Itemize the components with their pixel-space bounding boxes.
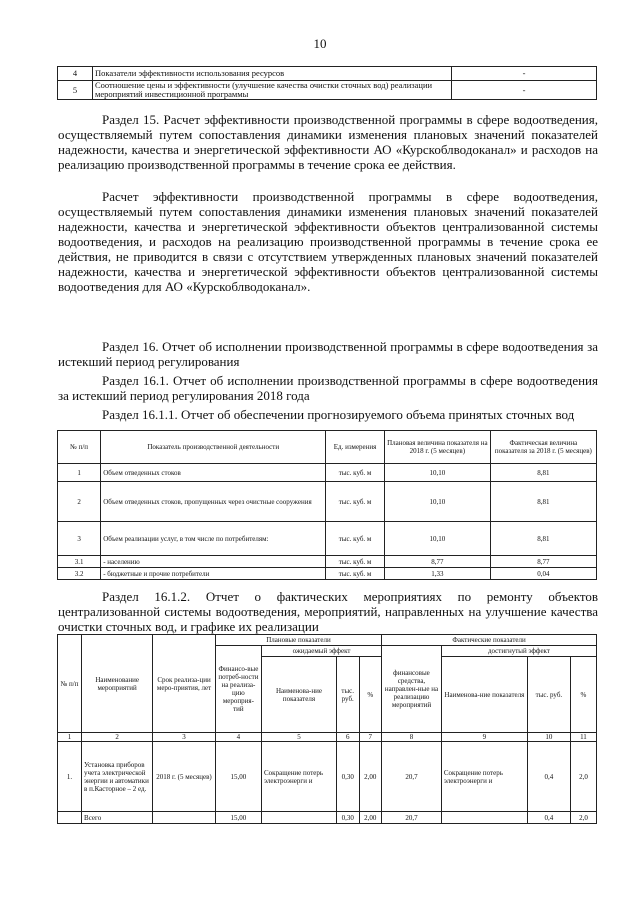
unit-cell: тыс. куб. м [326,556,385,568]
measure-term: 2018 г. (5 месяцев) [153,742,216,812]
col-number: 8 [382,733,442,742]
table-row [58,81,597,100]
table-header-row [58,635,597,646]
total-empty-cell [58,812,82,824]
header-ach-name: Наименова-ние показателя [441,657,527,733]
indicators-table [57,66,597,100]
table-row [58,482,597,522]
table-row [58,522,597,556]
section-16-1-2-heading: Раздел 16.1.2. Отчет о фактических мероприятиях по ремонту объектов централизованной системы водоотведения, мероприятий, направленных на улучшение качества очистки сточных вод, и графике их реализации [58,589,598,634]
row-number: 3 [58,522,101,556]
plan-cell: 10,10 [384,522,490,556]
col-number: 3 [153,733,216,742]
volume-table [57,430,597,580]
header-indicator: Показатель производственной деятельности [101,431,326,464]
total-empty-cell [153,812,216,824]
header-num: № п/п [58,635,82,733]
row-number: 2 [58,482,101,522]
header-fact-group: Фактические показатели [382,635,597,646]
section-15-text: Расчет эффективности производственной программы в сфере водоотведения, осуществляемый путем сопоставления динамики изменения плановых значений показателей надежности, качества и энергетической эффективности объектов централизованной системы водоотведения, и расходов на реализацию производственной программы в течение срока ее действия, не приводится в связи с отсутствием утвержденных плановых значений показателей надежности, качества и энергетической эффективности объектов централизованной системы водоотведения для АО «Курскоблводоканал». [58,189,598,294]
page-number: 10 [313,36,327,51]
exp-name-cell: Сокращение потерь электроэнерги и [262,742,337,812]
ach-percent-cell: 2,0 [570,742,596,812]
row-number: 1 [58,464,101,482]
plan-cell: 8,77 [384,556,490,568]
header-fact-fin: финансовые средства, направлен-ные на реализацию мероприятий [382,646,442,733]
exp-thousand-cell: 0,30 [336,742,359,812]
indicator-name: Объем отведенных стоков [101,464,326,482]
header-plan-fin: Финансо-вые потреб-ности на реализа-цию мероприя-тий [215,646,261,733]
col-number: 7 [359,733,382,742]
section-16-1-heading: Раздел 16.1. Отчет об исполнении производственной программы в сфере водоотведения за истекший период регулирования 2018 года [58,373,598,403]
header-exp-thousand: тыс. руб. [336,657,359,733]
unit-cell: тыс. куб. м [326,464,385,482]
col-number: 5 [262,733,337,742]
header-exp-name: Наименова-ние показателя [262,657,337,733]
ach-thousand-cell: 0,4 [527,742,570,812]
indicator-name: Объем отведенных стоков, пропущенных через очистные сооружения [101,482,326,522]
fact-cell: 0,04 [490,568,596,580]
header-ach-percent: % [570,657,596,733]
col-number: 10 [527,733,570,742]
row-number: 4 [58,67,93,81]
col-number: 11 [570,733,596,742]
total-exp-percent: 2,00 [359,812,382,824]
total-exp-thousand: 0,30 [336,812,359,824]
unit-cell: тыс. куб. м [326,522,385,556]
header-plan-group: Плановые показатели [215,635,381,646]
exp-percent-cell: 2,00 [359,742,382,812]
column-number-row [58,733,597,742]
indicator-name: Объем реализации услуг, в том числе по потребителям: [101,522,326,556]
indicator-value: - [452,67,597,81]
fact-cell: 8,81 [490,482,596,522]
header-ach-thousand: тыс. руб. [527,657,570,733]
total-label: Всего [82,812,153,824]
table-row [58,464,597,482]
header-achieved: достигнутый эффект [441,646,596,657]
fact-cell: 8,81 [490,464,596,482]
table-row [58,568,597,580]
total-empty-cell [262,812,337,824]
section-15-heading: Раздел 15. Расчет эффективности производственной программы в сфере водоотведения, осуществляемый путем сопоставления динамики изменения плановых значений показателей надежности, качества и энергетической эффективности АО «Курскоблводоканал» и расходов на реализацию производственной программы в течение срока ее действия. [58,112,598,172]
col-number: 2 [82,733,153,742]
row-number: 3.2 [58,568,101,580]
col-number: 4 [215,733,261,742]
table-header-row [58,431,597,464]
header-name: Наименование мероприятий [82,635,153,733]
header-expected: ожидаемый эффект [262,646,382,657]
section-16-1-1-heading: Раздел 16.1.1. Отчет об обеспечении прогнозируемого объема принятых сточных вод [102,407,575,422]
indicator-name: Соотношение цены и эффективности (улучшение качества очистки сточных вод) реализации мероприятий инвестиционной программы [93,81,452,100]
indicator-name: Показатели эффективности использования ресурсов [93,67,452,81]
table-row [58,67,597,81]
row-number: 3.1 [58,556,101,568]
fact-fin-cell: 20,7 [382,742,442,812]
measure-name: Установка приборов учета электрической энергии и автоматики в п.Касторное – 2 ед. [82,742,153,812]
header-plan: Плановая величина показателя на 2018 г. (5 месяцев) [384,431,490,464]
fact-cell: 8,81 [490,522,596,556]
unit-cell: тыс. куб. м [326,482,385,522]
total-row [58,812,597,824]
col-number: 9 [441,733,527,742]
row-number: 5 [58,81,93,100]
total-empty-cell [441,812,527,824]
table-row [58,556,597,568]
col-number: 1 [58,733,82,742]
header-fact: Фактическая величина показателя за 2018 г. (5 месяцев) [490,431,596,464]
plan-cell: 10,10 [384,482,490,522]
plan-fin-cell: 15,00 [215,742,261,812]
total-fact-fin: 20,7 [382,812,442,824]
indicator-name: - населению [101,556,326,568]
indicator-value: - [452,81,597,100]
fact-cell: 8,77 [490,556,596,568]
indicator-name: - бюджетные и прочие потребители [101,568,326,580]
header-term: Срок реализа-ции меро-приятия, лет [153,635,216,733]
table-row [58,742,597,812]
header-unit: Ед. измерения [326,431,385,464]
total-ach-percent: 2,0 [570,812,596,824]
total-ach-thousand: 0,4 [527,812,570,824]
header-num: № п/п [58,431,101,464]
header-exp-percent: % [359,657,382,733]
section-16-heading: Раздел 16. Отчет об исполнении производственной программы в сфере водоотведения за истекший период регулирования [58,339,598,369]
total-plan-fin: 15,00 [215,812,261,824]
measures-table [57,634,597,824]
ach-name-cell: Сокращение потерь электроэнерги и [441,742,527,812]
row-number: 1. [58,742,82,812]
unit-cell: тыс. куб. м [326,568,385,580]
col-number: 6 [336,733,359,742]
plan-cell: 10,10 [384,464,490,482]
plan-cell: 1,33 [384,568,490,580]
